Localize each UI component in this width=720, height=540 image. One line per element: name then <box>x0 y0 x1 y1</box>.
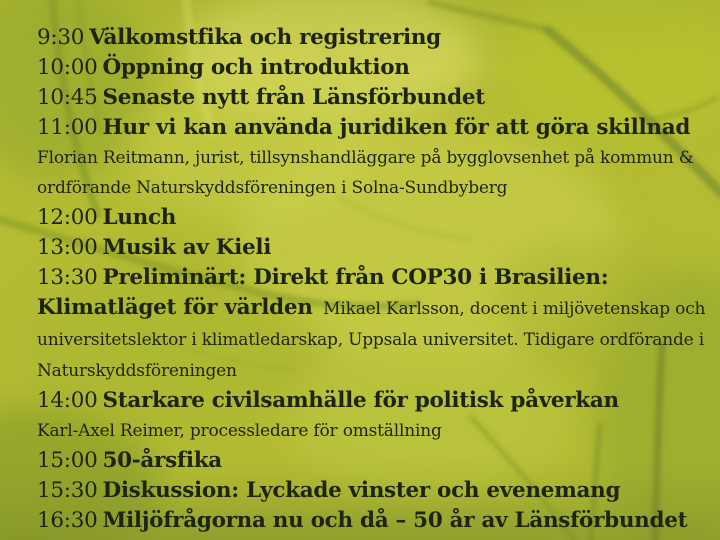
session-time: 11:00 <box>37 115 98 140</box>
schedule-item <box>37 263 708 386</box>
session-time: 13:00 <box>37 235 98 260</box>
session-title: Senaste nytt från Länsförbundet <box>102 85 485 110</box>
session-time: 12:00 <box>37 205 98 230</box>
session-time: 14:00 <box>37 388 98 413</box>
schedule-item <box>37 446 708 476</box>
session-speaker: Mikael Karlsson, docent i miljövetenskap och universitetslektor i klimatledarskap, Uppsala universitet. Tidigare ordförande i Naturskyddsföreningen <box>37 299 706 381</box>
session-title: 50-årsfika <box>102 448 222 473</box>
session-time: 13:30 <box>37 265 98 290</box>
session-time: 10:45 <box>37 85 98 110</box>
session-speaker: Florian Reitmann, jurist, tillsynshandläggare på bygglovsenhet på kommun & ordförande Naturskyddsföreningen i Solna-Sundbyberg <box>37 148 694 198</box>
schedule-item <box>37 53 708 83</box>
session-time: 9:30 <box>37 25 85 50</box>
session-title: Hur vi kan använda juridiken för att göra skillnad <box>102 115 691 140</box>
schedule-item <box>37 506 708 536</box>
schedule-item <box>37 113 708 203</box>
schedule-item <box>37 23 708 53</box>
schedule-item <box>37 386 708 446</box>
schedule-item <box>37 203 708 233</box>
session-time: 16:30 <box>37 508 98 533</box>
session-title: Starkare civilsamhälle för politisk påverkan <box>102 388 619 413</box>
session-title: Preliminärt: Direkt från COP30 i Brasilien: Klimatläget för världen <box>37 265 609 320</box>
session-time: 10:00 <box>37 55 98 80</box>
schedule-item <box>37 83 708 113</box>
session-title: Välkomstfika och registrering <box>89 25 441 50</box>
schedule-item <box>37 476 708 506</box>
session-speaker: Karl-Axel Reimer, processledare för omställning <box>37 421 442 441</box>
session-title: Diskussion: Lyckade vinster och evenemang <box>102 478 621 503</box>
session-time: 15:00 <box>37 448 98 473</box>
session-time: 15:30 <box>37 478 98 503</box>
session-title: Öppning och introduktion <box>102 55 410 80</box>
session-title: Lunch <box>102 205 177 230</box>
schedule-item <box>37 233 708 263</box>
session-title: Musik av Kieli <box>102 235 272 260</box>
session-title: Miljöfrågorna nu och då – 50 år av Länsförbundet <box>102 508 688 533</box>
